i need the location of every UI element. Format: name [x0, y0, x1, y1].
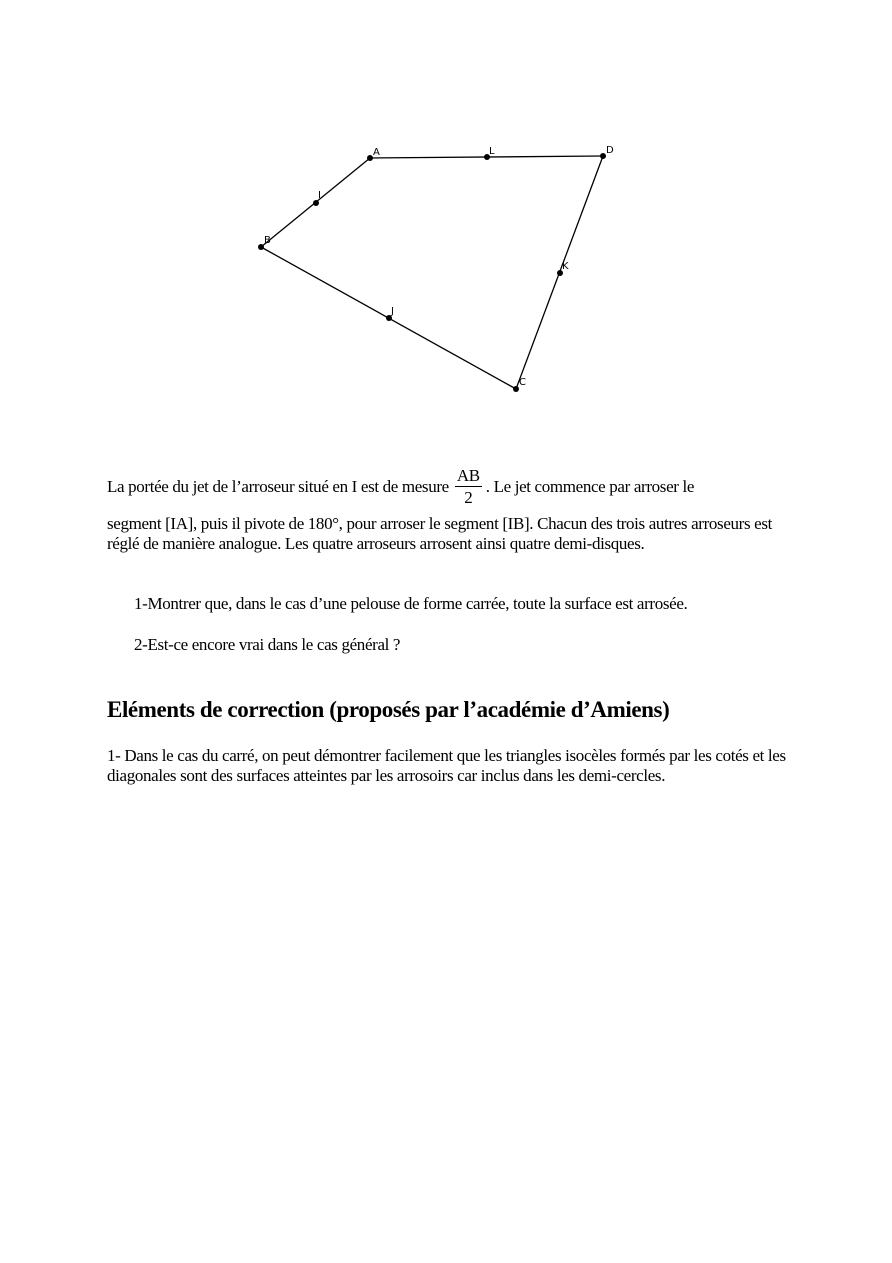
intro-paragraph — [107, 464, 787, 554]
label-d: D — [606, 145, 614, 156]
fraction-ab-over-2 — [455, 466, 482, 509]
intro-text-rest: segment [IA], puis il pivote de 180°, pour arroser le segment [IB]. Chacun des trois autres arroseurs est réglé de manière analogue. Les quatre arroseurs arrosent ainsi quatre demi-disques. — [107, 514, 772, 553]
quadrilateral-figure — [0, 0, 892, 420]
label-k: K — [562, 261, 569, 272]
label-l: L — [489, 146, 495, 157]
label-b: B — [264, 235, 271, 246]
label-i: I — [318, 190, 321, 201]
label-a: A — [373, 147, 380, 158]
fraction-denominator: 2 — [464, 487, 473, 507]
label-j: J — [391, 306, 394, 317]
intro-first-line — [107, 464, 787, 510]
intro-text-before: La portée du jet de l’arroseur situé en I est de mesure — [107, 477, 449, 496]
quadrilateral-diagram — [0, 0, 892, 420]
fraction-numerator: AB — [456, 465, 480, 485]
question-2: 2-Est-ce encore vrai dans le cas général ? — [134, 635, 401, 654]
correction-heading: Eléments de correction (proposés par l’académie d’Amiens) — [107, 697, 670, 722]
correction-paragraph: 1- Dans le cas du carré, on peut démontrer facilement que les triangles isocèles formés par les cotés et les diagonales sont des surfaces atteintes par les arrosoirs car inclus dans les demi-cercles. — [107, 746, 786, 785]
question-1: 1-Montrer que, dans le cas d’une pelouse de forme carrée, toute la surface est arrosée. — [134, 594, 688, 613]
label-c: C — [519, 377, 526, 388]
intro-text-after: . Le jet commence par arroser le — [485, 477, 695, 496]
